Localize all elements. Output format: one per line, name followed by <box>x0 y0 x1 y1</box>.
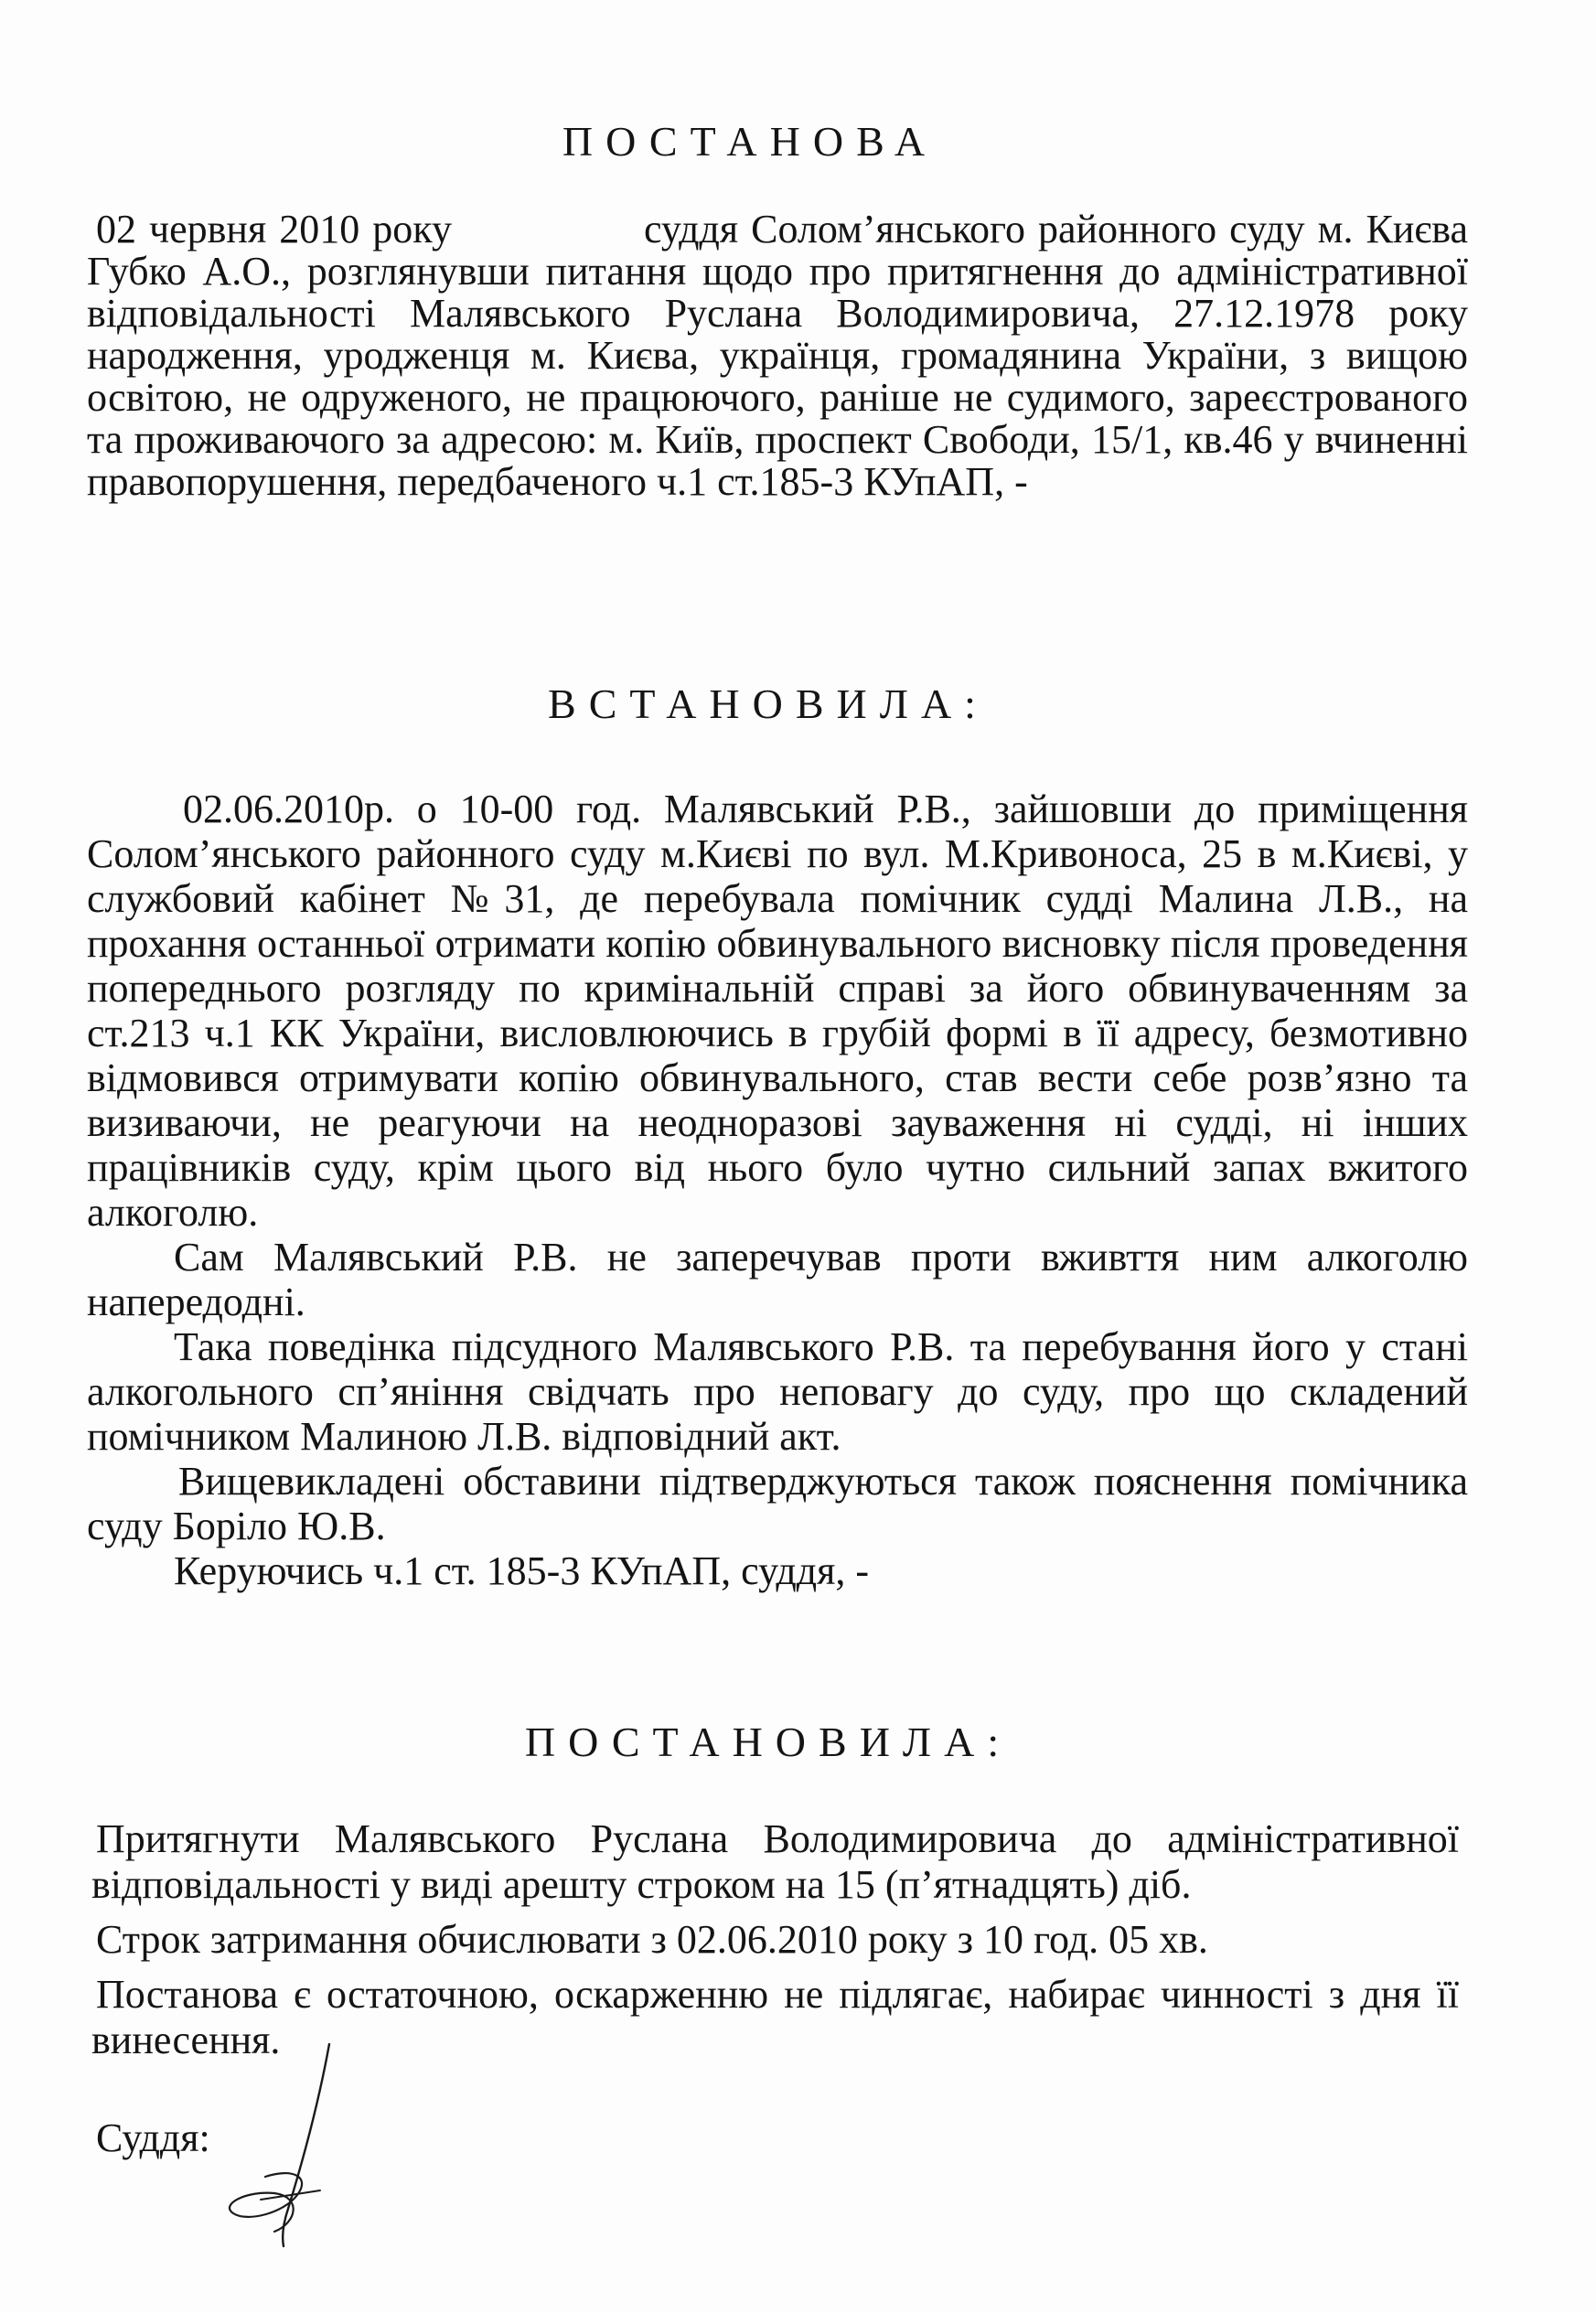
resolved-heading: ПОСТАНОВИЛА: <box>524 1719 1012 1765</box>
signature-label: Суддя: <box>96 2115 210 2160</box>
fact-paragraph: Сам Малявський Р.В. не заперечував проти вживття ним алкоголю напередодні. <box>87 1235 1468 1324</box>
handwritten-signature <box>210 2040 412 2250</box>
established-heading: ВСТАНОВИЛА: <box>548 680 989 727</box>
document-title: ПОСТАНОВА <box>562 118 938 165</box>
intro-paragraph <box>87 209 1468 503</box>
intro-date: 02 червня 2010 року <box>96 207 452 252</box>
fact-paragraph: 02.06.2010р. о 10-00 год. Малявський Р.В., зайшовши до приміщення Солом’янського районного суду м.Києві по вул. М.Кривоноса, 25 в м.Києві, у службовий кабінет №31, де перебувала помічник судді Малина Л.В., на прохання останньої отримати копію обвинувального висновку після проведення попереднього розгляду по кримінальній справі за його обвинуваченням за ст.213 ч.1 КК України, висловлюючись в грубій формі в її адресу, безмотивно відмовився отримувати копію обвинувального, став вести себе розв’язно та визиваючи, не реагуючи на неодноразові зауваження ні судді, ні інших працівників суду, крім цього від нього було чутно сильний запах вжитого алкоголю. <box>87 787 1468 1235</box>
ruling-paragraph: Строк затримання обчислювати з 02.06.2010 року з 10 год. 05 хв. <box>96 1917 1208 1962</box>
ruling-section <box>91 1816 1459 2063</box>
ruling-paragraph: Притягнути Малявського Руслана Володимировича до адміністративної відповідальності у виді арешту строком на 15 (п’ятнадцять) діб. <box>91 1816 1459 1907</box>
facts-section <box>87 787 1468 1593</box>
fact-paragraph: Вищевикладені обставини підтверджуються також пояснення помічника суду Боріло Ю.В. <box>87 1459 1468 1548</box>
fact-paragraph: Така поведінка підсудного Малявського Р.В. та перебування його у стані алкогольного сп’яніння свідчать про неповагу до суду, про що складений помічником Малиною Л.В. відповідний акт. <box>87 1324 1468 1459</box>
ruling-paragraph: Постанова є остаточною, оскарженню не підлягає, набирає чинності з дня її винесення. <box>91 1972 1459 2062</box>
fact-paragraph: Керуючись ч.1 ст. 185-3 КУпАП, суддя, - <box>174 1548 870 1593</box>
intro-text: суддя Солом’янського районного суду м. Києва Губко А.О., розглянувши питання щодо про притягнення до адміністративної відповідальності Малявського Руслана Володимировича, 27.12.1978 року народження, уродженця м. Києва, українця, громадянина України, з вищою освітою, не одруженого, не працюючого, раніше не судимого, зареєстрованого та проживаючого за адресою: м. Київ, проспект Свободи, 15/1, кв.46 у вчиненні правопорушення, передбаченого ч.1 ст.185-3 КУпАП, - <box>87 207 1468 504</box>
